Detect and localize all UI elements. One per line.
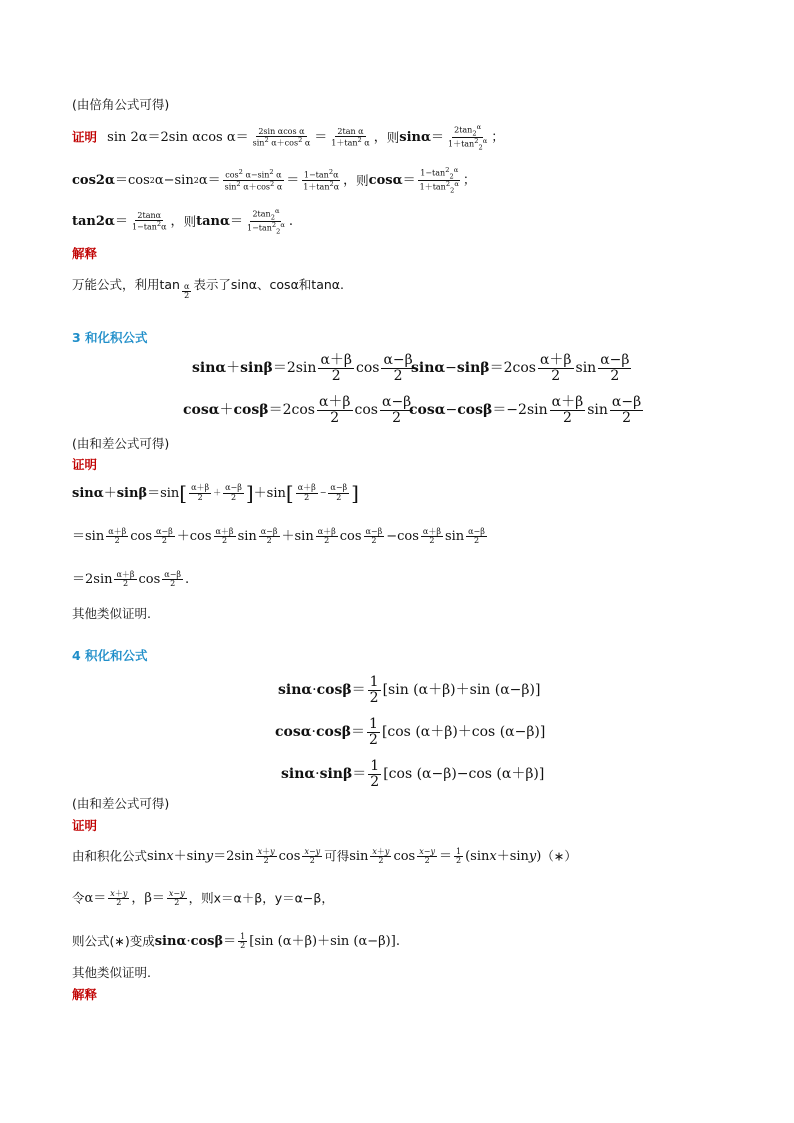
sum-to-product-1: sinα ＋ sinβ ＝2sin α＋β 2 cos α−β 2	[192, 352, 413, 384]
sec3-closing: 其他类似证明.	[72, 606, 151, 621]
section-4-heading: 4 积化和公式	[72, 648, 148, 663]
product-to-sum-1: sinα · cosβ ＝ 1 2 [sin (α＋β)＋sin (α−β)]	[278, 674, 541, 706]
explain-label: 解释	[72, 246, 98, 261]
product-to-sum-2: cosα · cosβ ＝ 1 2 [cos (α＋β)＋cos (α−β)]	[275, 716, 546, 748]
sec4-explain-label: 解释	[72, 987, 98, 1002]
sec4-note: (由和差公式可得)	[72, 796, 170, 811]
sec4-proof-line3: 则公式(∗)变成 sinα · cosβ ＝ 1 2 [sin (α＋β)＋sin (α−β)].	[72, 932, 400, 951]
line2-suffix: ，则x＝α＋β，y＝α−β，	[188, 890, 334, 906]
sec4-proof-line2: 令α＝ x＋y 2 ，β＝ x−y 2 ，则x＝α＋β，y＝α−β，	[72, 889, 334, 908]
formula-sin2a: sin 2α＝2sin αcos α＝ 2sin αcos α $\sin^2 \alpha+\cos^2$ α ＝ 2tan α $1+\tan^2$ α ， 则 sinα ＝ $2\tan_2^\alpha$ $1+\tan^2_2^\alpha$ ；	[107, 123, 505, 152]
sec4-proof-label: 证明	[72, 818, 98, 833]
sec3-proof-line2: ＝sin α＋β 2 cos α−β 2 ＋cos α＋β 2 sin α−β 2 ＋sin α＋β 2 cos α−β 2 −cos α＋β 2 sin α−β 2	[72, 527, 485, 546]
product-to-sum-3: sinα · sinβ ＝ 1 2 [cos (α−β)−cos (α＋β)]	[281, 758, 545, 790]
sec3-note: (由和差公式可得)	[72, 436, 170, 451]
section-3-heading: 3 和化积公式	[72, 330, 148, 345]
formula-tan2a: tan2α ＝ 2tanα $1-\tan^2\alpha$ ， 则 tanα ＝ $2\tan_2^\alpha$ $1-\tan^2_2^\alpha$ .	[72, 207, 294, 236]
note-double-angle: (由倍角公式可得)	[72, 97, 170, 112]
explain-text: 万能公式，利用tan	[72, 277, 180, 292]
line1-tag: （∗）	[541, 848, 577, 864]
sum-to-product-2: sinα − sinβ ＝2cos α＋β 2 sin α−β 2	[411, 352, 630, 384]
sec3-proof-line1: sinα ＋ sinβ ＝sin [ α＋β 2 ＋ α−β 2 ] ＋sin [ α＋β 2 − α−β 2 ]	[72, 481, 359, 505]
sec3-proof-line3: ＝2sin α＋β 2 cos α−β 2 .	[72, 570, 190, 589]
line2-prefix: 令	[72, 890, 85, 906]
explain-text-2: 表示了sinα、cosα和tanα.	[193, 277, 345, 292]
line3-prefix: 则公式(∗)变成	[72, 933, 155, 949]
formula-cos2a: cos2α ＝cos 2 α−sin 2 α＝ $\cos^2 \alpha-\sin^2$ α $\sin^2 \alpha+\cos^2$ α ＝ $1-\tan^2\alpha$ $1+\tan^2\alpha$ ， 则 cosα ＝ $1-\tan^2_2^\alpha$ $1+\tan^2_2^\alpha$ ；	[72, 166, 476, 195]
sum-to-product-4: cosα − cosβ ＝−2sin α＋β 2 sin α−β 2	[409, 394, 642, 426]
explain-text-row: 万能公式，利用tan α 2 表示了sinα、cosα和tanα.	[72, 277, 345, 301]
sum-to-product-3: cosα ＋ cosβ ＝2cos α＋β 2 cos α−β 2	[183, 394, 412, 426]
proof-sin-row	[72, 124, 504, 152]
sec4-proof-line1: 由和积化公式sin x ＋sin y ＝2sin x＋y 2 cos x−y 2 可得sin x＋y 2 cos x−y 2 ＝ 1 2 (sin x ＋sin y )（∗）	[72, 847, 577, 866]
sec4-closing: 其他类似证明.	[72, 965, 151, 980]
sec3-proof-label: 证明	[72, 457, 98, 472]
line1-prefix: 由和积化公式	[72, 848, 148, 864]
proof-label: 证明	[72, 129, 98, 145]
line1-mid: 可得	[324, 848, 350, 864]
